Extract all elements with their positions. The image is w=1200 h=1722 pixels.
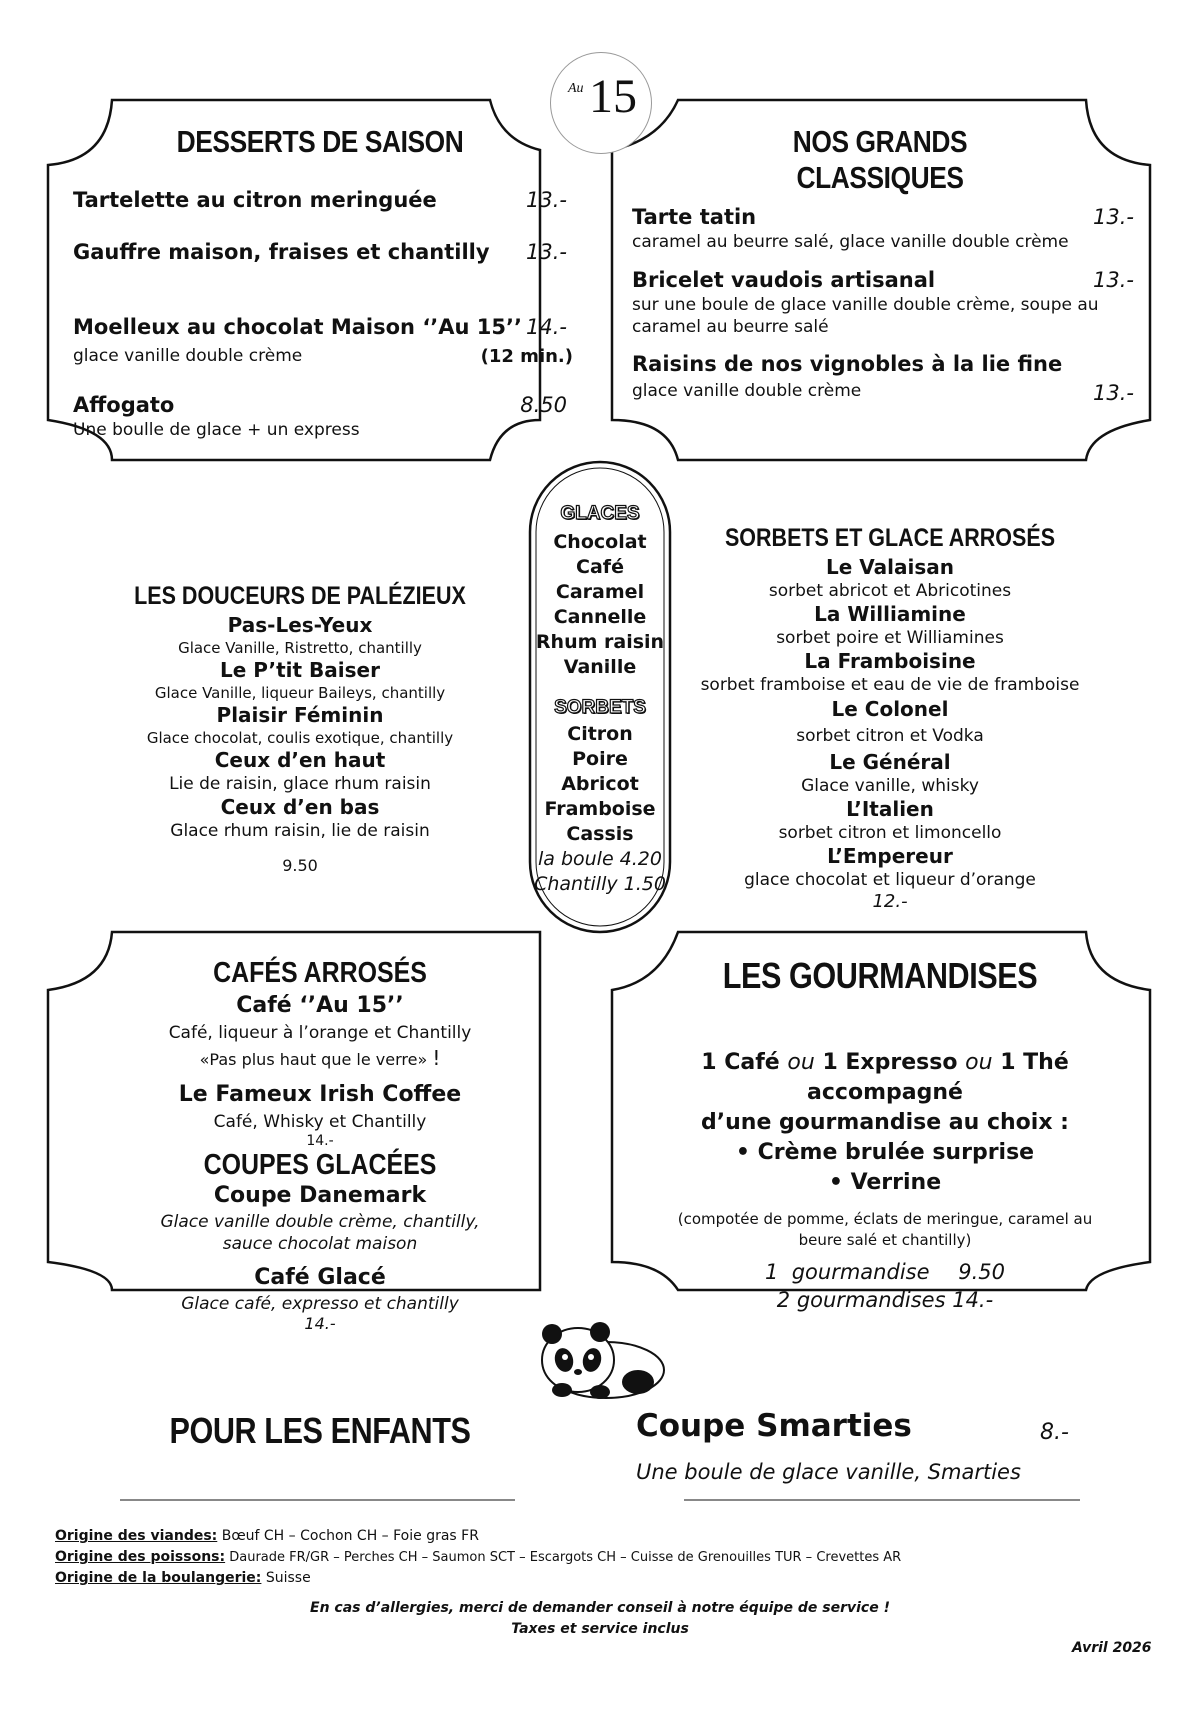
- classique-desc: caramel au beurre salé, glace vanille double crème: [632, 232, 1069, 252]
- origin-value: Daurade FR/GR – Perches CH – Saumon SCT – Escargots CH – Cuisse de Grenouilles TUR – Crevettes AR: [225, 1550, 902, 1565]
- dessert-item-2: [73, 240, 567, 264]
- douceur-name: Ceux d’en haut: [214, 748, 386, 772]
- glaces-column: [530, 500, 670, 897]
- price-1-value: 9.50: [958, 1260, 1005, 1284]
- classique-price: 13.-: [1093, 381, 1134, 405]
- glace-flavor: Café: [576, 556, 624, 578]
- classique-item-1: [632, 205, 1134, 229]
- douceur-name: Plaisir Féminin: [216, 703, 384, 727]
- arrose-name: L’Empereur: [827, 844, 953, 868]
- douceur-name: Le P’tit Baiser: [220, 658, 380, 682]
- dessert-item-4-desc: Une boulle de glace + un express: [73, 420, 360, 440]
- dessert-item-4: [73, 393, 567, 417]
- glace-flavor: Caramel: [555, 581, 645, 603]
- sorbet-flavor: Cassis: [566, 823, 634, 845]
- verrine-desc: (compotée de pomme, éclats de meringue, caramel au: [677, 1210, 1093, 1228]
- origin-value: Bœuf CH – Cochon CH – Foie gras FR: [217, 1528, 479, 1544]
- arrose-desc: sorbet framboise et eau de vie de framboise: [700, 675, 1080, 695]
- gourmandise-price-1: [630, 1258, 1140, 1286]
- enfants-title: POUR LES ENFANTS: [169, 1410, 471, 1451]
- sorbet-flavor: Poire: [572, 748, 628, 770]
- classique-item-3-row: [632, 381, 1134, 405]
- coupe-desc: sauce chocolat maison: [222, 1234, 418, 1254]
- dessert-item-1: [73, 188, 567, 212]
- dessert-desc: glace vanille double crème: [73, 346, 303, 366]
- dessert-name: Moelleux au chocolat Maison ‘’Au 15’’: [73, 315, 522, 339]
- sorbets-arroses-title: SORBETS ET GLACE ARROSÉS: [724, 524, 1056, 552]
- footer-taxes: Taxes et service inclus: [511, 1621, 689, 1637]
- classique-desc: glace vanille double crème: [632, 381, 862, 401]
- douceur-name: Pas-Les-Yeux: [227, 613, 373, 637]
- douceurs-section: [85, 582, 515, 875]
- origin-label: Origine de la boulangerie:: [55, 1570, 262, 1586]
- arrose-name: Le Colonel: [831, 697, 949, 721]
- coupes-title: COUPES GLACÉES: [203, 1149, 437, 1181]
- dessert-item-3-desc: [73, 346, 573, 367]
- arrose-name: L’Italien: [846, 797, 934, 821]
- classique-item-3-name: Raisins de nos vignobles à la lie fine: [632, 352, 1063, 376]
- gourmandise-line: accompagné: [807, 1080, 963, 1105]
- glaces-title: GLACES: [560, 503, 640, 524]
- classiques-title: NOS GRANDS CLASSIQUES: [792, 124, 968, 195]
- logo-prefix: Au: [568, 81, 584, 96]
- glace-flavor: Rhum raisin: [535, 631, 665, 653]
- classique-desc: caramel au beurre salé: [632, 317, 829, 337]
- arrose-desc: sorbet poire et Williamines: [776, 628, 1004, 648]
- douceur-name: Ceux d’en bas: [220, 795, 380, 819]
- choice-ou: ou: [965, 1050, 993, 1075]
- dessert-name: Gauffre maison, fraises et chantilly: [73, 240, 490, 264]
- dessert-price: 14.-: [526, 315, 567, 339]
- sorbets-title: SORBETS: [554, 697, 646, 718]
- douceur-desc: Glace chocolat, coulis exotique, chantilly: [146, 729, 454, 747]
- origin-label: Origine des viandes:: [55, 1528, 218, 1544]
- dessert-item-3: [73, 315, 567, 339]
- enfants-item: Coupe Smarties: [636, 1408, 912, 1444]
- dessert-price: 8.50: [520, 393, 567, 417]
- glace-flavor: Cannelle: [553, 606, 647, 628]
- gourmandise-option: • Crème brulée surprise: [735, 1140, 1035, 1165]
- cafe-desc: Café, Whisky et Chantilly: [213, 1112, 427, 1132]
- classique-desc: sur une boule de glace vanille double crème, soupe au: [632, 295, 1099, 315]
- douceur-desc: Glace Vanille, liqueur Baileys, chantilly: [154, 684, 446, 702]
- coupe-name: Café Glacé: [254, 1265, 386, 1290]
- classique-name: Tarte tatin: [632, 205, 757, 229]
- footer-date: Avril 2026: [1072, 1640, 1152, 1656]
- dessert-price: 13.-: [526, 240, 567, 264]
- cafe-name: Le Fameux Irish Coffee: [178, 1082, 462, 1107]
- price-1-label: 1 gourmandise: [765, 1260, 930, 1284]
- cafes-title: CAFÉS ARROSÉS: [213, 957, 427, 989]
- cafe-desc-excl: !: [432, 1046, 441, 1070]
- classique-price: 13.-: [1093, 268, 1134, 292]
- dessert-name: Tartelette au citron meringuée: [73, 188, 437, 212]
- origin-boulangerie: [55, 1568, 901, 1589]
- logo: [550, 52, 652, 154]
- arrose-desc: sorbet citron et Vodka: [796, 726, 984, 746]
- cafe-desc-quote: «Pas plus haut que le verre»: [199, 1050, 428, 1069]
- dessert-price: 13.-: [526, 188, 567, 212]
- choice-expresso: 1 Expresso: [822, 1050, 958, 1075]
- sorbet-flavor: Citron: [567, 723, 633, 745]
- classique-name: Bricelet vaudois artisanal: [632, 268, 936, 292]
- origin-label: Origine des poissons:: [55, 1549, 226, 1565]
- origin-poissons: [55, 1547, 901, 1568]
- dessert-name: Affogato: [73, 393, 175, 417]
- classique-price: 13.-: [1093, 205, 1134, 229]
- verrine-desc: beure salé et chantilly): [798, 1231, 972, 1249]
- logo-number: 15: [589, 70, 637, 123]
- coupe-name: Coupe Danemark: [213, 1183, 427, 1208]
- arrose-desc: glace chocolat et liqueur d’orange: [744, 870, 1036, 890]
- sorbet-flavor: Abricot: [561, 773, 639, 795]
- arrose-desc: Glace vanille, whisky: [801, 776, 979, 796]
- douceurs-title: LES DOUCEURS DE PALÉZIEUX: [134, 582, 466, 610]
- cafes-section: [110, 955, 530, 1333]
- footer-allergies: En cas d’allergies, merci de demander conseil à notre équipe de service !: [310, 1600, 890, 1616]
- douceur-desc: Glace rhum raisin, lie de raisin: [170, 821, 430, 841]
- arrose-name: La Williamine: [814, 602, 966, 626]
- douceurs-price: 9.50: [282, 856, 318, 875]
- glace-flavor: Chocolat: [553, 531, 647, 553]
- panda-icon: [538, 1310, 666, 1402]
- gourmandises-section: [630, 1048, 1140, 1314]
- cafe-price: 14.-: [306, 1133, 334, 1149]
- coupe-price: 14.-: [304, 1314, 336, 1333]
- sorbet-flavor: Framboise: [544, 798, 656, 820]
- choice-ou: ou: [787, 1050, 815, 1075]
- enfants-price: 8.-: [1040, 1420, 1069, 1445]
- glace-price-chantilly: Chantilly 1.50: [534, 873, 666, 895]
- coupe-desc: Glace café, expresso et chantilly: [181, 1294, 459, 1314]
- gourmandises-title: LES GOURMANDISES: [722, 955, 1038, 996]
- choice-the: 1 Thé: [1000, 1050, 1069, 1075]
- cafe-name: Café ‘’Au 15’’: [236, 993, 404, 1018]
- arrose-price: 12.-: [872, 891, 908, 912]
- glace-flavor: Vanille: [563, 656, 637, 678]
- origin-value: Suisse: [261, 1570, 311, 1586]
- cafe-desc-2: [110, 1045, 530, 1073]
- gourmandise-line: d’une gourmandise au choix :: [701, 1110, 1069, 1135]
- cafe-desc: Café, liqueur à l’orange et Chantilly: [168, 1023, 472, 1043]
- gourmandise-choice: [630, 1048, 1140, 1078]
- sorbets-arroses-section: [680, 524, 1100, 913]
- arrose-desc: sorbet abricot et Abricotines: [768, 581, 1012, 601]
- origin-viandes: [55, 1526, 901, 1547]
- coupe-desc: Glace vanille double crème, chantilly,: [160, 1212, 480, 1232]
- arrose-name: Le Valaisan: [826, 555, 954, 579]
- origins: [55, 1526, 901, 1589]
- gourmandise-price-2: 2 gourmandises 14.-: [776, 1288, 994, 1312]
- douceur-desc: Lie de raisin, glace rhum raisin: [169, 774, 431, 794]
- douceur-desc: Glace Vanille, Ristretto, chantilly: [178, 639, 422, 657]
- desserts-title: DESSERTS DE SAISON: [176, 124, 464, 159]
- arrose-desc: sorbet citron et limoncello: [778, 823, 1002, 843]
- choice-cafe: 1 Café: [701, 1050, 780, 1075]
- classique-item-2: [632, 268, 1134, 292]
- arrose-name: Le Général: [829, 750, 951, 774]
- arrose-name: La Framboisine: [804, 649, 976, 673]
- dessert-note: (12 min.): [480, 346, 573, 367]
- enfants-desc: Une boule de glace vanille, Smarties: [636, 1460, 1021, 1484]
- glace-price-boule: la boule 4.20: [537, 848, 662, 870]
- gourmandise-option: • Verrine: [828, 1170, 942, 1195]
